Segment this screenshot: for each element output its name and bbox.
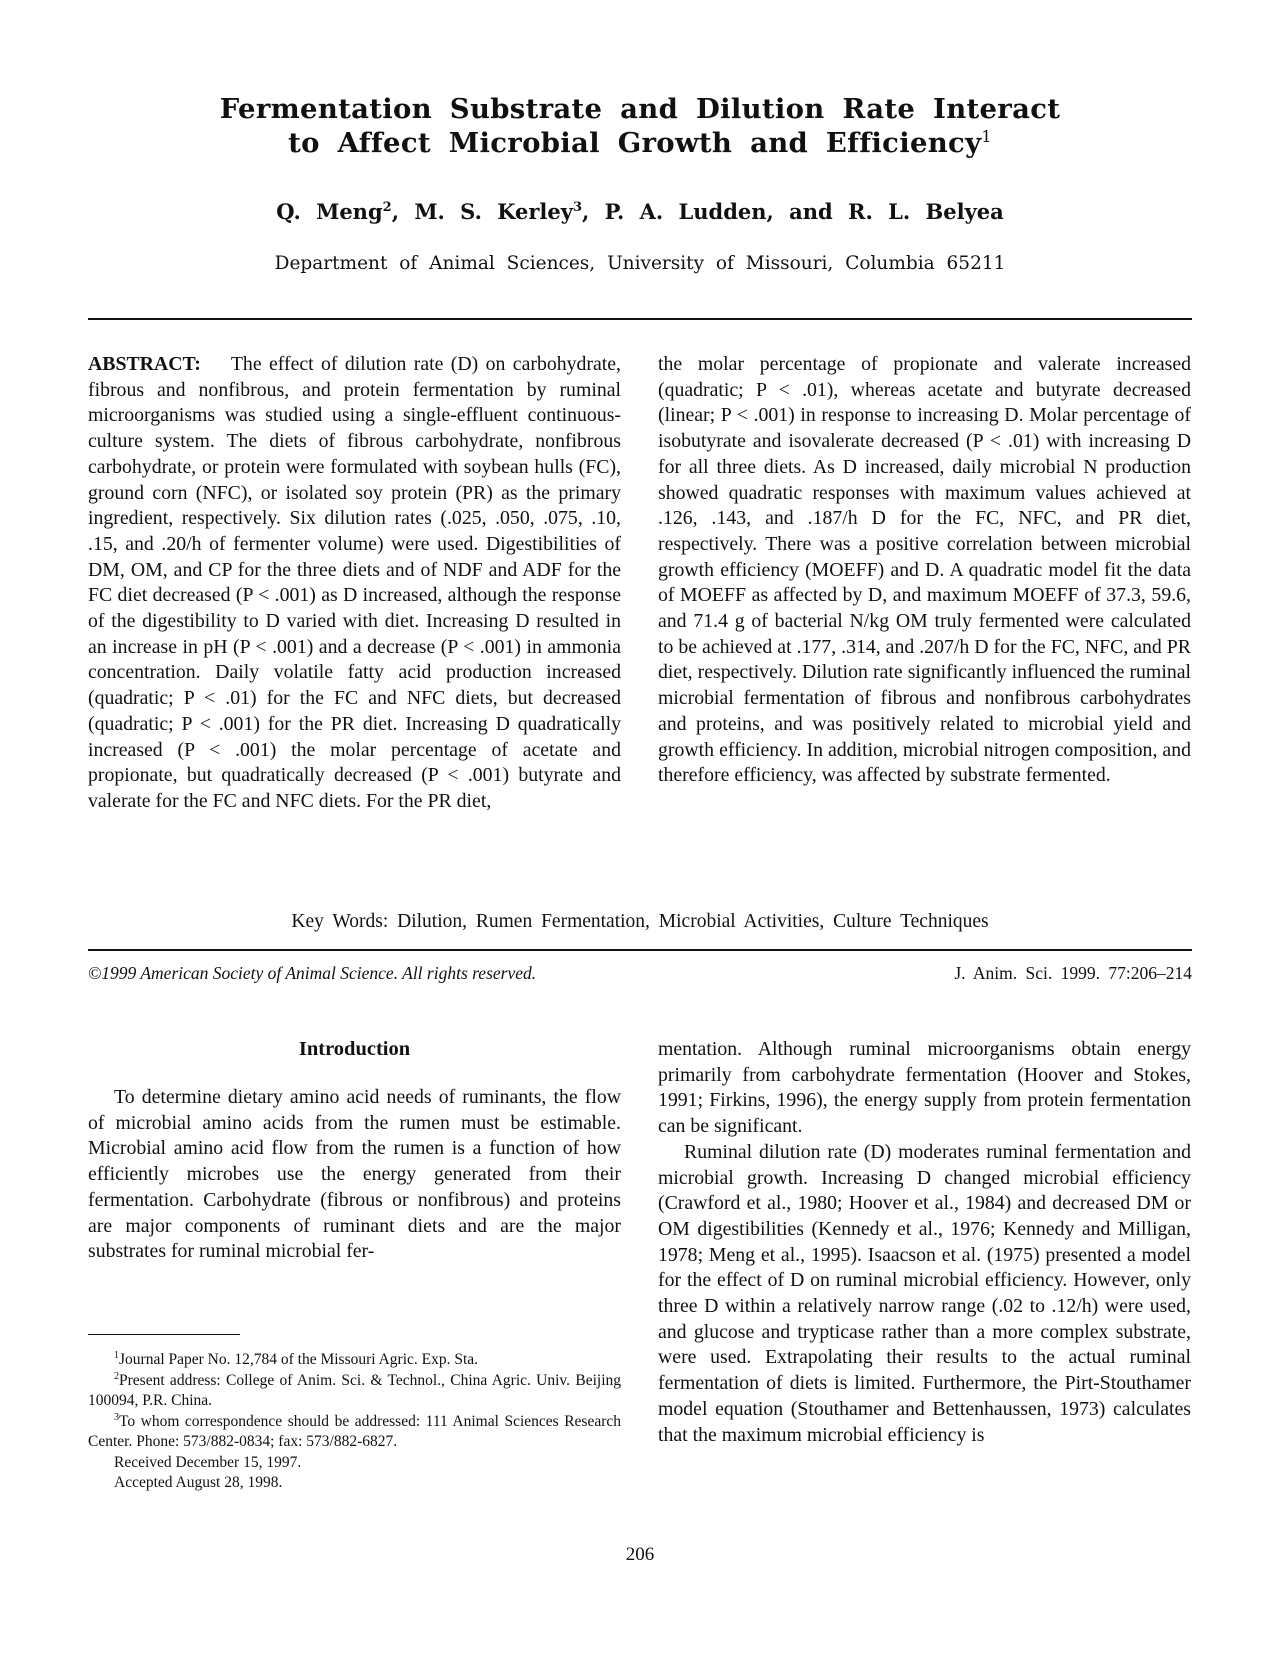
footnote-text: Journal Paper No. 12,784 of the Missouri Agric. Exp. Sta. [119, 1351, 479, 1368]
copyright-notice: ©1999 American Society of Animal Science. All rights reserved. [88, 963, 537, 983]
title-line-2-text: to Affect Microbial Growth and Efficiency [288, 127, 982, 159]
footnote [88, 1371, 621, 1412]
author-separator: , and [766, 199, 849, 224]
introduction-continuation: mentation. Although ruminal microorganisms obtain energy primarily from carbohydrate fermentation (Hoover and Stokes, 1991; Firkins, 1996), the energy supply from protein fermentation can be significant. [658, 1038, 1191, 1138]
footnote [88, 1412, 621, 1453]
abstract-label: ABSTRACT: [88, 353, 201, 375]
author-name: R. L. Belyea [848, 199, 1004, 224]
abstract-divider [88, 949, 1192, 951]
author-name: Q. Meng [276, 199, 383, 224]
footnote-mark: 2 [114, 1370, 119, 1382]
introduction-left-column [88, 1085, 621, 1265]
accepted-date [88, 1473, 621, 1494]
received-date [88, 1453, 621, 1474]
footnote-text: Present address: College of Anim. Sci. & Technol., China Agric. Univ. Beijing 100094, P.R. China. [88, 1371, 621, 1409]
introduction-paragraph: Ruminal dilution rate (D) moderates ruminal fermentation and microbial growth. Increasing D changed microbial efficiency (Crawford et al., 1980; Hoover et al., 1984) and decreased DM or OM digestibilities (Kennedy et al., 1976; Kennedy and Milligan, 1978; Meng et al., 1995). Isaacson et al. (1975) presented a model for the effect of D on ruminal microbial efficiency. However, only three D within a relatively narrow range (.02 to .12/h) were used, and glucose and trypticase rather than a more complex substrate, were used. Extrapolating their results to the actual ruminal fermentation of diets is limited. Furthermore, the Pirt-Stouthamer model equation (Stouthamer and Bettenhaussen, 1973) calculates that the maximum microbial efficiency is [658, 1140, 1191, 1446]
header-divider [88, 318, 1192, 320]
author-separator: , [582, 199, 605, 224]
footnote-mark: 3 [114, 1411, 119, 1423]
key-words: Key Words: Dilution, Rumen Fermentation, Microbial Activities, Culture Techniques [291, 911, 989, 932]
title-footnote-mark: 1 [981, 126, 992, 146]
abstract-text-right: the molar percentage of propionate and valerate increased (quadratic; P < .01), whereas acetate and butyrate decreased (linear; P < .001) in response to increasing D. Molar percentage of isobutyrate and isovalerate decreased (P < .01) with increasing D for all three diets. As D increased, daily microbial N production showed quadratic responses with maximum values achieved at .126, .143, and .187/h D for the FC, NFC, and PR diet, respectively. There was a positive correlation between microbial growth efficiency (MOEFF) and D. A quadratic model fit the data of MOEFF as affected by D, and maximum MOEFF of 37.3, 59.6, and 71.4 g of bacterial N/kg OM truly fermented were calculated to be achieved at .177, .314, and .207/h D for the FC, NFC, and PR diet, respectively. Dilution rate significantly influenced the ruminal microbial fermentation of fibrous and nonfibrous carbohydrates and proteins, and was positively related to microbial yield and growth efficiency. In addition, microbial nitrogen composition, and therefore efficiency, was affected by substrate fermented. [658, 353, 1191, 787]
footnote-divider [88, 1334, 240, 1335]
author-mark: 3 [572, 200, 583, 215]
footnote-text: Received December 15, 1997. [114, 1453, 302, 1471]
page-number: 206 [625, 1544, 655, 1565]
title-line-2 [0, 126, 1280, 160]
author-separator: , [391, 199, 415, 224]
section-heading-introduction: Introduction [298, 1038, 411, 1060]
abstract-right-column [658, 352, 1191, 789]
footnote [88, 1350, 621, 1371]
journal-citation: J. Anim. Sci. 1999. 77:206–214 [954, 963, 1192, 983]
footnote-mark: 1 [114, 1349, 119, 1361]
author-name: P. A. Ludden [604, 199, 767, 224]
footnote-text: Accepted August 28, 1998. [114, 1474, 283, 1491]
introduction-right-column [658, 1037, 1191, 1448]
footnotes [88, 1350, 621, 1494]
title-line-1: Fermentation Substrate and Dilution Rate Interact [219, 93, 1061, 125]
author-list [0, 198, 1280, 226]
affiliation: Department of Animal Sciences, University of Missouri, Columbia 65211 [274, 253, 1006, 274]
author-mark: 2 [382, 200, 392, 215]
abstract-text-left: The effect of dilution rate (D) on carbohydrate, fibrous and nonfibrous, and protein fermentation by ruminal microorganisms was studied using a single-effluent continuous-culture system. The diets of fibrous carbohydrate, nonfibrous carbohydrate, or protein were formulated with soybean hulls (FC), ground corn (NFC), or isolated soy protein (PR) as the primary ingredient, respectively. Six dilution rates (.025, .050, .075, .10, .15, and .20/h of fermenter volume) were used. Digestibilities of DM, OM, and CP for the three diets and of NDF and ADF for the FC diet decreased (P < .001) as D increased, although the response of the digestibility to D varied with diet. Increasing D resulted in an increase in pH (P < .001) and a decrease (P < .001) in ammonia concentration. Daily volatile fatty acid production increased (quadratic; P < .01) for the FC and NFC diets, but decreased (quadratic; P < .001) for the PR diet. Increasing D quadratically increased (P < .001) the molar percentage of acetate and propionate, but quadratically decreased (P < .001) butyrate and valerate for the FC and NFC diets. For the PR diet, [88, 353, 621, 812]
introduction-paragraph: To determine dietary amino acid needs of ruminants, the flow of microbial amino acids from the rumen must be estimable. Microbial amino acid flow from the rumen is a function of how efficiently microbes use the energy generated from their fermentation. Carbohydrate (fibrous or nonfibrous) and proteins are major components of ruminant diets and are the major substrates for ruminal microbial fer- [88, 1086, 621, 1263]
paper-title [0, 92, 1280, 160]
abstract-left-column [88, 352, 621, 815]
author-name: M. S. Kerley [414, 199, 573, 224]
footnote-text: To whom correspondence should be addressed: 111 Animal Sciences Research Center. Phone: 573/882-0834; fax: 573/882-6827. [88, 1412, 621, 1450]
